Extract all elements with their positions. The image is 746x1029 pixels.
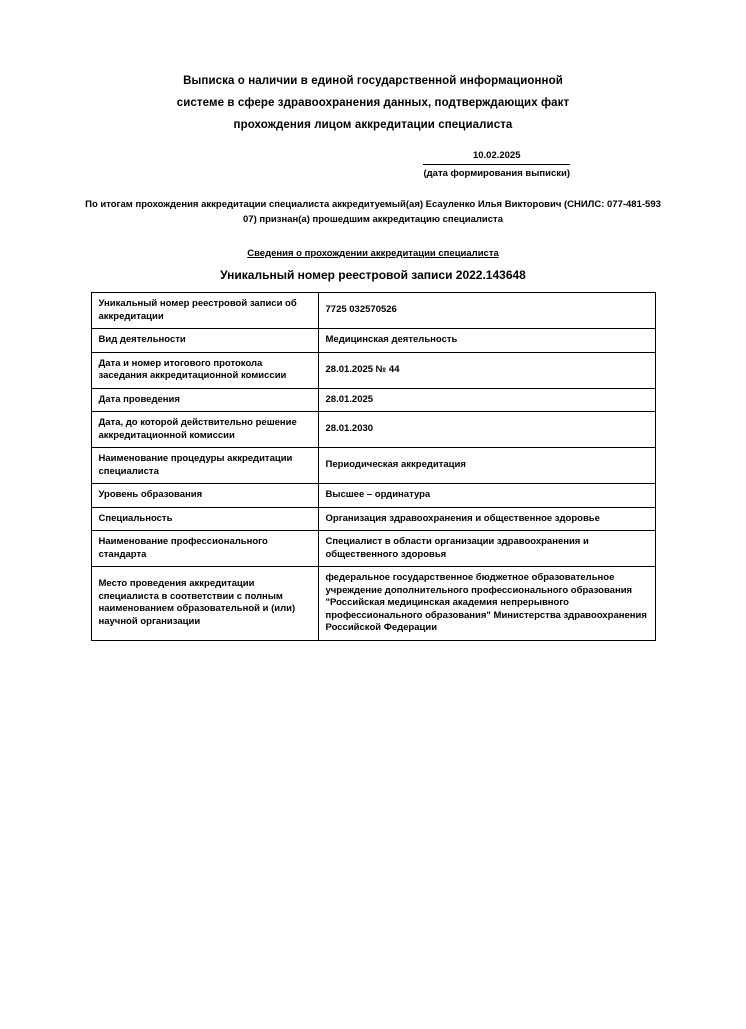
table-cell-value: 28.01.2025 xyxy=(318,388,655,412)
table-row xyxy=(91,531,655,567)
table-cell-value: 28.01.2030 xyxy=(318,412,655,448)
table-cell-label: Дата проведения xyxy=(91,388,318,412)
table-cell-label: Уникальный номер реестровой записи об аккредитации xyxy=(91,293,318,329)
table-cell-value: Организация здравоохранения и общественное здоровье xyxy=(318,507,655,531)
table-row xyxy=(91,484,655,508)
table-row xyxy=(91,329,655,353)
document-title-line: системе в сфере здравоохранения данных, подтверждающих факт xyxy=(176,97,570,109)
table-row xyxy=(91,412,655,448)
table-cell-value: Медицинская деятельность xyxy=(318,329,655,353)
table-row xyxy=(91,293,655,329)
accreditation-details-table xyxy=(91,292,656,641)
issue-date-caption: (дата формирования выписки) xyxy=(423,168,570,179)
registry-number-heading: Уникальный номер реестровой записи 2022.143648 xyxy=(220,268,526,282)
table-cell-value: Специалист в области организации здравоохранения и общественного здоровья xyxy=(318,531,655,567)
issue-date-value: 10.02.2025 xyxy=(423,149,570,165)
table-cell-value: Периодическая аккредитация xyxy=(318,448,655,484)
accreditation-summary: По итогам прохождения аккредитации специалиста аккредитуемый(ая) Есауленко Илья Викторович (СНИЛС: 077-481-593 07) признан(а) прошедшим аккредитацию специалиста xyxy=(85,199,661,225)
table-cell-label: Дата и номер итогового протокола заседания аккредитационной комиссии xyxy=(91,352,318,388)
table-cell-label: Вид деятельности xyxy=(91,329,318,353)
table-row xyxy=(91,388,655,412)
table-row xyxy=(91,448,655,484)
table-row xyxy=(91,352,655,388)
table-cell-value: Высшее – ординатура xyxy=(318,484,655,508)
table-row xyxy=(91,507,655,531)
issue-date-block xyxy=(423,149,570,180)
table-cell-label: Специальность xyxy=(91,507,318,531)
table-cell-label: Место проведения аккредитации специалиста в соответствии с полным наименованием образовательной и (или) научной организации xyxy=(91,567,318,641)
table-cell-value: 7725 032570526 xyxy=(318,293,655,329)
table-cell-label: Наименование профессионального стандарта xyxy=(91,531,318,567)
document-title xyxy=(0,70,746,136)
table-cell-label: Дата, до которой действительно решение аккредитационной комиссии xyxy=(91,412,318,448)
section-heading: Сведения о прохождении аккредитации специалиста xyxy=(247,248,499,259)
document-title-line: Выписка о наличии в единой государственной информационной xyxy=(183,75,563,87)
document-title-line: прохождения лицом аккредитации специалиста xyxy=(233,119,513,131)
table-cell-label: Уровень образования xyxy=(91,484,318,508)
table-cell-value: федеральное государственное бюджетное образовательное учреждение дополнительного профессионального образования "Российская медицинская академия непрерывного профессионального образования" Министерства здравоохранения Российской Федерации xyxy=(318,567,655,641)
table-cell-label: Наименование процедуры аккредитации специалиста xyxy=(91,448,318,484)
table-row xyxy=(91,567,655,641)
table-cell-value: 28.01.2025 № 44 xyxy=(318,352,655,388)
